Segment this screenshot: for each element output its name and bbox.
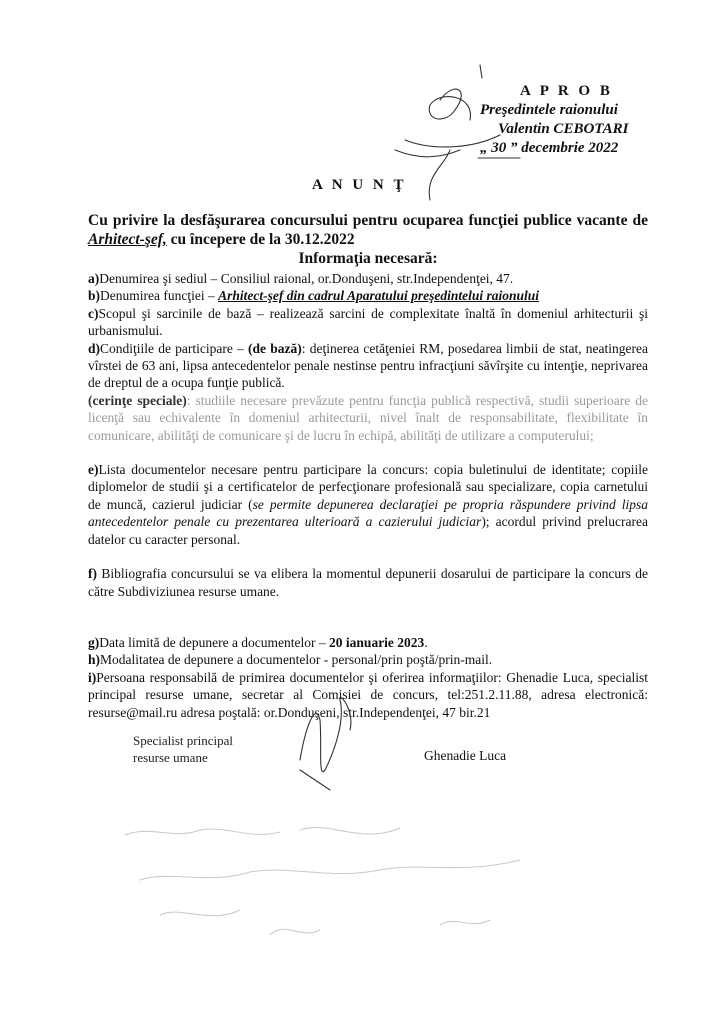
heading-position: Arhitect-şef, [88, 231, 167, 248]
item-e: e)Lista documentelor necesare pentru participare la concurs: copia buletinului de identitate; copiile diplomelor de studii şi a certificatelor de perfecţionare profesională sau specializare, copia carnetului de muncă, cazierul judiciar (se permite depunerea declaraţiei pe propria răspundere privind lipsa antecedentelor penale cu prezentarea ulterioară a cazierului judiciar); acordul privind prelucrarea datelor cu caracter personal. [88, 462, 649, 547]
item-g: g)Data limită de depunere a documentelor – 20 ianuarie 2023. [88, 634, 428, 650]
signature-role-line2: resurse umane [133, 750, 208, 765]
approval-date: „ 30 ” decembrie 2022 [480, 140, 619, 156]
item-special: (cerinţe speciale): studiile necesare prevăzute pentru funcţia publică respectivă, studii superioare de licenţă sau echivalente în domeniul arhitecturii, nivel înalt de responsabilitate, flexibilitate în comunicare, abilităţi de comunicare şi de lucru în echipă, abilităţi de utilizare a computerului; [88, 392, 648, 443]
document-body [88, 270, 648, 721]
signature-role [133, 732, 233, 766]
heading-line-b: cu începere de la 30.12.2022 [166, 231, 355, 248]
faint-handwritten-note [125, 828, 520, 935]
item-i: i)Persoana responsabilă de primirea documentelor şi oferirea informaţiilor: Ghenadie Luca, specialist principal resurse umane, secretar al Comisiei de concurs, tel:251.2.11.88, adresa electronică: resurse@mail.ru adresa poştală: or.Donduşeni, str.Independenţei, 47 bir.21 [88, 669, 648, 720]
item-f: f) Bibliografia concursului se va elibera la momentul depunerii dosarului de participare la concurs de către Subdiviziunea resurse umane. [88, 566, 648, 599]
approval-role: Preşedintele raionului [480, 102, 618, 118]
document-heading [88, 211, 648, 268]
item-c: c)Scopul şi sarcinile de bază – realizează sarcini de complexitate înaltă în domeniul arhitecturii şi urbanismului. [88, 305, 648, 339]
signature-name: Ghenadie Luca [424, 748, 507, 763]
approval-title: A P R O B [520, 83, 613, 99]
item-d: d)Condiţiile de participare – (de bază): deţinerea cetăţeniei RM, posedarea limbii de stat, neatingerea vîrstei de 63 ani, lipsa antecedentelor penale nestinse pentru infracţiuni săvîrşite cu intenţie, neprivarea de dreptul de a ocupa funţie publică. [88, 340, 648, 391]
approval-name: Valentin CEBOTARI [498, 121, 629, 137]
item-a: a)Denumirea şi sediul – Consiliul raional, or.Donduşeni, str.Independenţei, 47. [88, 271, 514, 286]
heading-line-a: Cu privire la desfăşurarea concursului pentru ocuparea funcţiei publice vacante de [88, 212, 648, 229]
signature-role-line1: Specialist principal [133, 733, 234, 748]
item-h: h)Modalitatea de depunere a documentelor - personal/prin poştă/prin-mail. [88, 652, 493, 668]
approval-block [480, 82, 680, 158]
document-title: A N U N Ţ [312, 177, 407, 193]
heading-info: Informaţia necesară: [298, 250, 438, 267]
item-b: b)Denumirea funcţiei – Arhitect-şef din cadrul Aparatului preşedintelui raionului [88, 288, 540, 304]
